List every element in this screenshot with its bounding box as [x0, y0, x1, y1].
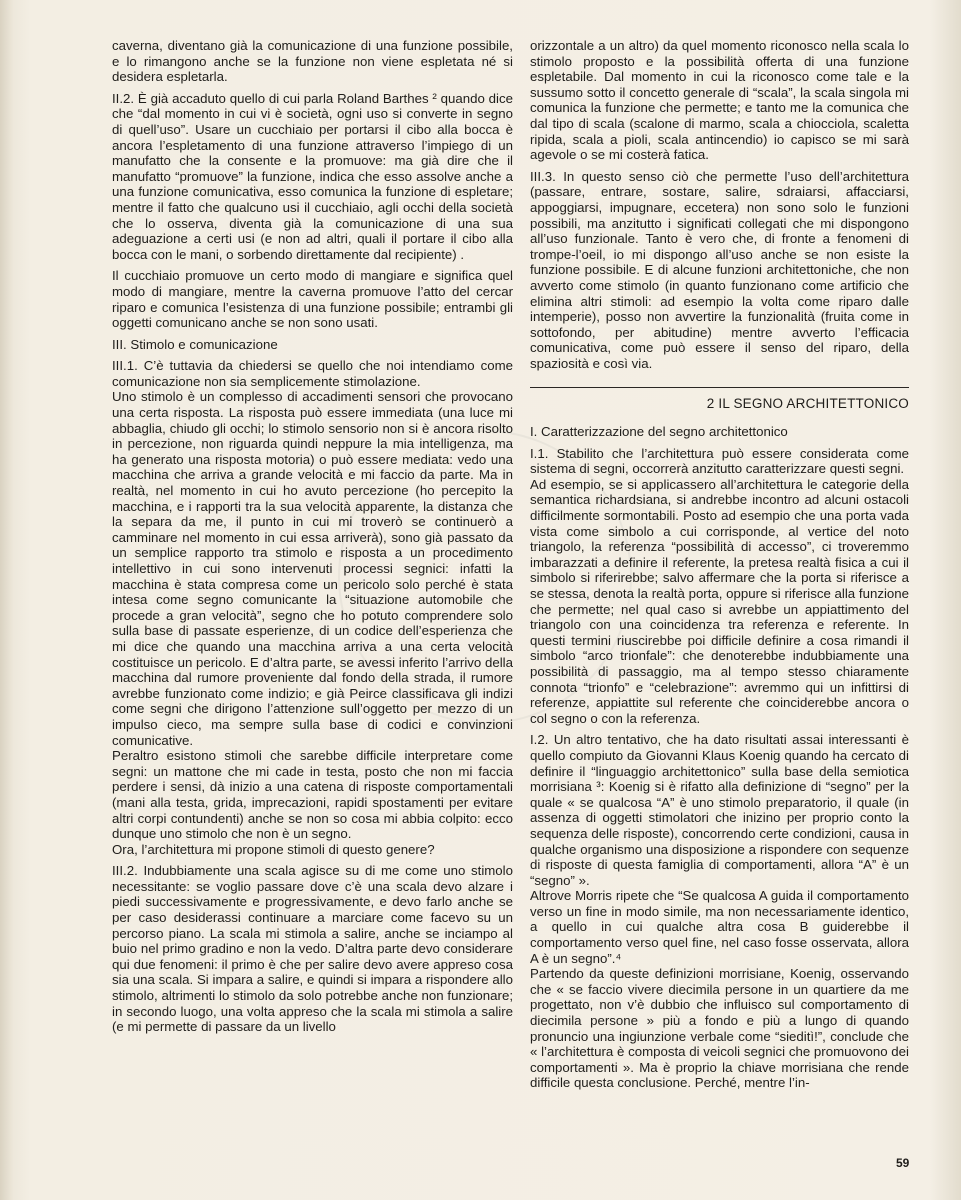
paragraph-orizzontale: orizzontale a un altro) da quel momento riconosco nella scala lo stimolo proposto e la possibilità offerta di una funzione espletabile. Dal momento in cui la riconosco come tale e la sussumo sotto il concetto generale di “scala”, la scala singola mi comunica la funzione che permette; e tanto me la comunica che dal tipo di scala (scalone di marmo, scala a chiocciola, scaletta ripida, scala a pioli, scala antincendio) io capisco se mi sarà agevole o se mi costerà fatica. [530, 38, 909, 163]
chapter-title: 2 IL SEGNO ARCHITETTONICO [706, 396, 909, 412]
paragraph-I-2: I.2. Un altro tentativo, che ha dato risultati assai interessanti è quello compiuto da Giovanni Klaus Koenig quando ha cercato di definire il “linguaggio architettonico” sulla base della semiotica morrisiana ³: Koenig si è rifatto alla definizione di “segno” per la quale « se qualcosa “A” è uno stimolo preparatorio, il quale (in assenza di oggetti stimolatori che inizino per proprio conto la sequenza delle risposte), concorrendo certe condizioni, causa in qualche organismo una disposizione a rispondere con sequenze di risposte di questa famiglia di comportamenti, allora “A” è un “segno” ». [530, 732, 909, 888]
paragraph-peraltro: Peraltro esistono stimoli che sarebbe difficile interpretare come segni: un mattone che mi cade in testa, posto che non mi faccia perdere i sensi, dà inizio a una catena di risposte comportamentali (mani alla testa, grida, imprecazioni, rapidi spostamenti per evitare altri corpi contundenti) anche se non so cosa mi abbia colpito: ecco dunque uno stimolo che non è un segno. [112, 748, 513, 842]
paragraph-I-1: I.1. Stabilito che l’architettura può essere considerata come sistema di segni, occorrerà anzitutto caratterizzare questi segni. [530, 445, 909, 477]
section-heading-I: I. Caratterizzazione del segno architettonico [530, 424, 788, 440]
paragraph-III-3: III.3. In questo senso ciò che permette l’uso dell’architettura (passare, entrare, sostare, salire, sdraiarsi, affacciarsi, appoggiarsi, impugnare, eccetera) non sono solo le funzioni possibili, ma anzitutto i significati collegati che mi dispongono all’uso funzionale. Tanto è vero che, di fronte a fenomeni di trompe-l’oeil, io mi dispongo all’uso anche se non esiste la funzione possibile. E di alcune funzioni architettoniche, che non avverto come stimolo (in quanto funzionano come artificio che elimina altri stimoli: ad esempio la volta come riparo dalle intemperie), posso non avvertire la funzionalità (fruita come in sottofondo, per abitudine) mentre avverto l’efficacia comunicativa, come può essere il senso del riparo, della spaziosità e così via. [530, 168, 909, 371]
section-heading-III: III. Stimolo e comunicazione [112, 336, 278, 352]
paragraph-caverna: caverna, diventano già la comunicazione di una funzione possibile, e lo rimangono anche se la funzione non viene espletata né si desidera espletarla. [112, 38, 513, 85]
paragraph-II-2: II.2. È già accaduto quello di cui parla Roland Barthes ² quando dice che “dal momento in cui vi è società, ogni uso si converte in segno di quell’uso”. Usare un cucchiaio per portarsi il cibo alla bocca è ancora l’espletamento di una funzione attraverso l’impiego di un manufatto che la consente e la promuove: ma già dire che il manufatto “promuove” la funzione, indica che esso assolve anche a una funzione comunicativa, esso comunica la funzione di espletare; mentre il fatto che qualcuno usi il cucchiaio, agli occhi della società che lo osserva, diventa già la comunicazione di una sua adeguazione a certi usi (e non ad altri, quali il portare il cibo alla bocca con le mani, o sorbendo direttamente dal recipiente) . [112, 90, 513, 262]
page-number: 59 [896, 1156, 910, 1170]
paragraph-ad-esempio: Ad esempio, se si applicassero all’architettura le categorie della semantica richardsiana, si andrebbe incontro ad alcuni ostacoli difficilmente sormontabili. Posto ad esempio che una porta vada vista come simbolo a cui corrisponde, al vertice del noto triangolo, la referenza “possibilità di accesso”, ci troveremmo imbarazzati a definire il referente, la pretesa realtà fisica a cui il simbolo si riferirebbe; salvo affermare che la porta si riferisce a se stessa, denota la realtà porta, oppure si riferisce alla funzione che permette; nel qual caso si avrebbe un appiattimento del triangolo con una coincidenza tra referenza e referente. In questi termini riuscirebbe poi difficile definire a cosa rimandi il simbolo “arco trionfale”: che denoterebbe indubbiamente una possibilità di passaggio, ma al tempo stesso chiaramente connota “trionfo” e “celebrazione”: avremmo qui un infittirsi di referenze, appiattite sul referente che coinciderebbe ancora o col segno o con la referenza. [530, 476, 909, 726]
paragraph-III-2: III.2. Indubbiamente una scala agisce su di me come uno stimolo necessitante: se voglio passare dove c’è una scala devo alzare i piedi successivamente e progressivamente, e devo farlo anche se per caso desiderassi continuare a marciare come facevo su un percorso piano. La scala mi stimola a salire, anche se inciampo al buio nel primo gradino e non la vedo. D’altra parte devo considerare qui due fenomeni: il primo è che per salire devo avere appreso cosa sia una scala. Si impara a salire, e quindi si impara a rispondere allo stimolo, altrimenti lo stimolo da solo potrebbe anche non funzionare; in secondo luogo, una volta appreso che la scala mi stimola a salire (e mi permette di passare da un livello [112, 863, 513, 1035]
page-binding-shadow [0, 0, 14, 1200]
paragraph-altrove: Altrove Morris ripete che “Se qualcosa A guida il comportamento verso un fine in modo simile, ma non necessariamente identico, a quello in cui qualche altra cosa B guiderebbe il comportamento verso quel fine, nel caso fosse osservata, allora A è un segno”.⁴ [530, 888, 909, 966]
right-column [530, 38, 909, 1091]
paragraph-partendo: Partendo da queste definizioni morrisiane, Koenig, osservando che « se faccio vivere diecimila persone in un quartiere da me progettato, non v’è dubbio che influisco sul comportamento di diecimila persone » più a fondo e più a lungo di quando pronuncio una ingiunzione verbale come “sieditì!”, conclude che « l’architettura è composta di veicoli segnici che promuovono dei comportamenti ». Ma è proprio la chiave morrisiana che rende difficile questa conclusione. Perché, mentre l’in- [530, 966, 909, 1091]
chapter-divider [530, 387, 909, 388]
paragraph-cucchiaio: Il cucchiaio promuove un certo modo di mangiare e significa quel modo di mangiare, mentre la caverna promuove l’atto del cercar riparo e comunica l’esistenza di una funzione possibile; entrambi gli oggetti comunicano anche se non sono usati. [112, 268, 513, 331]
left-column [112, 38, 513, 1035]
paragraph-ora: Ora, l’architettura mi propone stimoli di questo genere? [112, 841, 435, 857]
paragraph-stimolo: Uno stimolo è un complesso di accadimenti sensori che provocano una certa risposta. La risposta può essere immediata (una luce mi abbaglia, chiudo gli occhi; lo stimolo sensorio non si è ancora risolto in percezione, non riguarda quindi neppure la mia intelligenza, ma ha generato una risposta motoria) o può essere mediata: vedo una macchina che arriva a grande velocità e mi faccio da parte. Ma in realtà, nel momento in cui ho avuto percezione (ho percepito la macchina, e i rapporti tra la sua velocità apparente, la distanza che la separa da me, il punto in cui mi troverò se continuerò a camminare nel momento in cui essa arriverà), sono già passato da un semplice rapporto tra stimolo e risposta a un procedimento intellettivo in cui sono intervenuti processi segnici: infatti la macchina è stata compresa come un pericolo solo perché è stata intesa come segno comunicante la “situazione automobile che procede a gran velocità”, segno che ho potuto comprendere solo sulla base di passate esperienze, di un codice dell’esperienza che mi dice che quando una macchina arriva a una certa velocità costituisce un pericolo. E d’altra parte, se avessi inferito l’arrivo della macchina dal rumore proveniente dal fondo della strada, il rumore avrebbe funzionato come indizio; e già Peirce classificava gli indizi come segni che dirigono l’attenzione sull’oggetto per mezzo di un impulso cieco, ma sempre sulla base di codici e convinzioni comunicative. [112, 389, 513, 748]
paragraph-III-1: III.1. C’è tuttavia da chiedersi se quello che noi intendiamo come comunicazione non sia semplicemente stimolazione. [112, 358, 513, 389]
